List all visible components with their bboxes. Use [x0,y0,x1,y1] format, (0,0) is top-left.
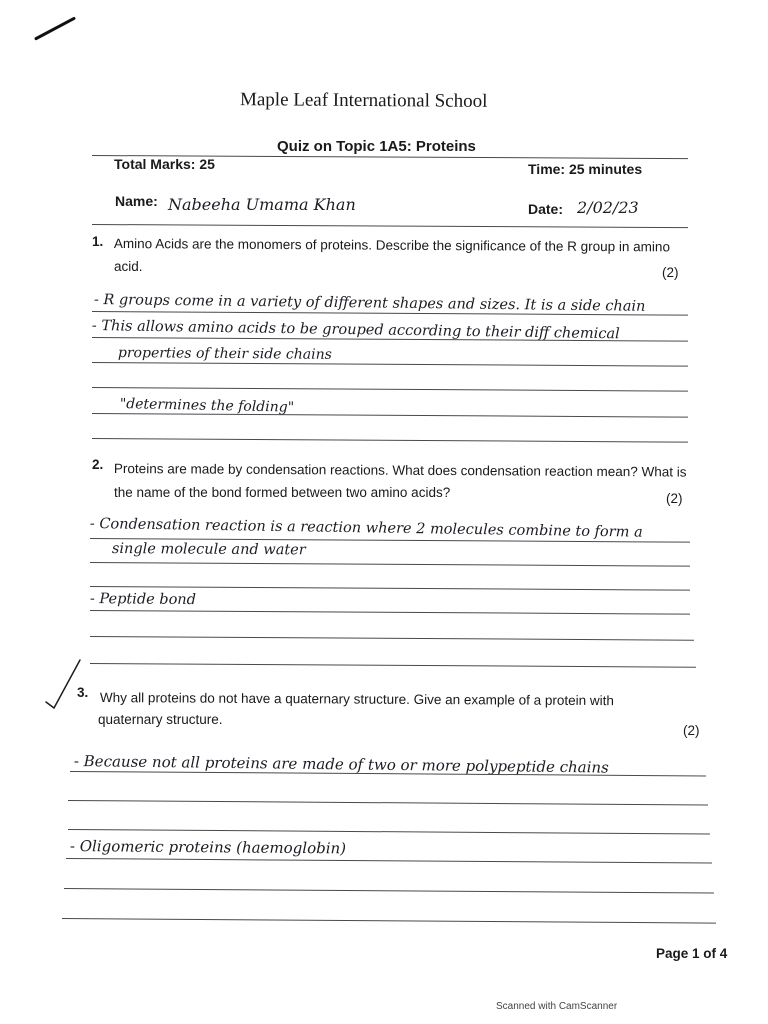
answer-rule [90,663,696,668]
page-number: Page 1 of 4 [656,946,728,961]
question-3-text-line2: quaternary structure. [98,712,223,727]
question-2-marks: (2) [666,491,683,506]
answer-3-line1: - Because not all proteins are made of two or more polypeptide chains [73,752,609,777]
answer-3-line2: - Oligomeric proteins (haemoglobin) [69,837,347,858]
question-1-text-line2: acid. [114,259,143,274]
student-name-handwriting: Nabeeha Umama Khan [168,195,356,214]
answer-rule [92,362,688,367]
question-2-text-line2: the name of the bond formed between two amino acids? [114,485,451,500]
question-2-number: 2. [92,457,104,472]
question-1-marks: (2) [662,265,679,280]
question-2-text-line1: Proteins are made by condensation reactions. What does condensation reaction mean? What is [113,461,687,480]
question-3-number: 3. [77,685,89,700]
answer-rule [90,636,694,641]
total-marks: Total Marks: 25 [114,156,215,172]
answer-1-line1: - R groups come in a variety of different shapes and sizes. It is a side chain [93,292,646,315]
answer-rule [68,800,708,805]
time-allowed: Time: 25 minutes [528,161,643,177]
scanner-watermark: Scanned with CamScanner [496,1001,618,1012]
answer-rule [90,586,690,591]
answer-1-line4: "determines the folding" [119,396,295,416]
answer-rule [62,918,716,924]
question-3-marks: (2) [683,723,700,738]
answer-2-line3: - Peptide bond [89,591,197,609]
quiz-title: Quiz on Topic 1A5: Proteins [277,138,476,155]
answer-rule [92,387,688,392]
answer-rule [90,562,690,567]
answer-1-line3: properties of their side chains [117,345,332,363]
date-handwriting: 2/02/23 [577,198,639,217]
question-1-number: 1. [92,234,104,249]
answer-rule [64,888,714,894]
answer-rule [92,413,688,418]
answer-1-line2: - This allows amino acids to be grouped according to their diff chemical [91,318,620,343]
pen-stroke-mark [34,16,76,40]
answer-2-line1: - Condensation reaction is a reaction where 2 molecules combine to form a [89,516,643,541]
answer-2-line2: single molecule and water [111,541,306,559]
school-name: Maple Leaf International School [239,89,488,112]
answer-rule [90,610,690,615]
checkmark-icon [40,656,100,716]
answer-rule [66,858,712,864]
question-1-text-line1: Amino Acids are the monomers of proteins. Describe the significance of the R group in amino [113,236,671,255]
question-3-text-line1: Why all proteins do not have a quaternary structure. Give an example of a protein with [99,690,615,709]
date-label: Date: [528,201,564,217]
answer-rule [92,438,688,443]
answer-rule [68,829,710,834]
name-label: Name: [115,193,158,209]
header-bottom-rule [92,224,688,228]
